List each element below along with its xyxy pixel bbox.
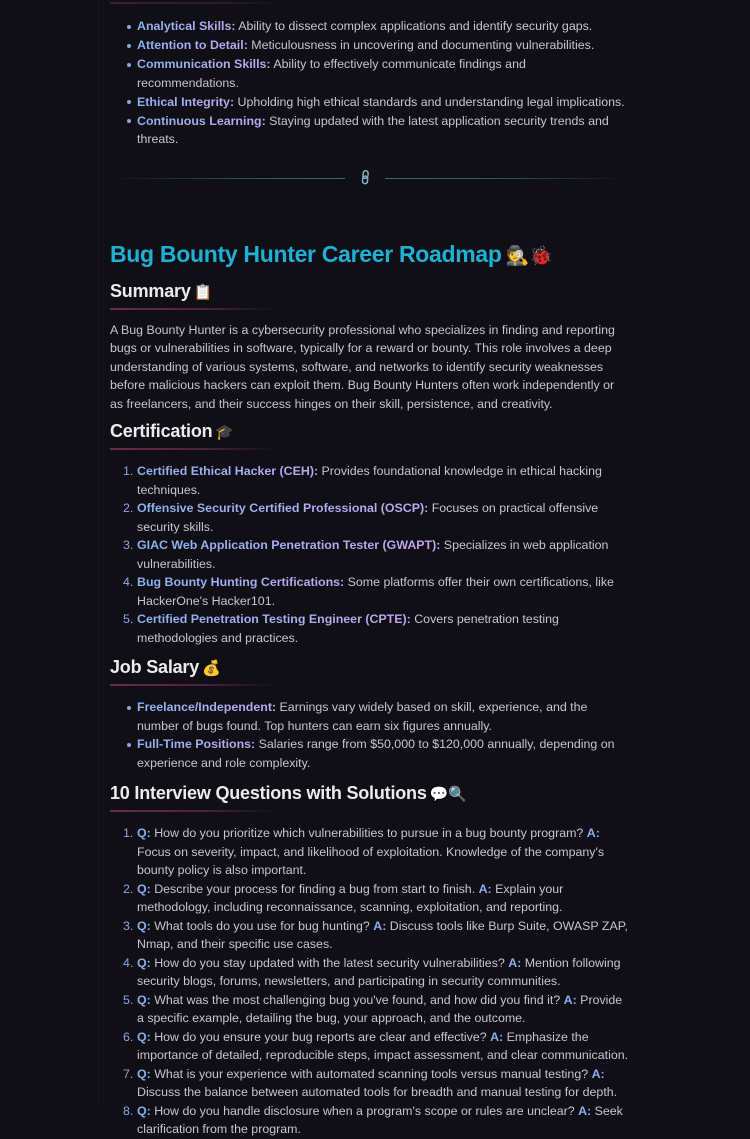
heading-underline xyxy=(110,2,280,4)
answer-text: Seek clarification from the program. xyxy=(137,1103,623,1136)
list-item xyxy=(110,735,630,772)
content-border xyxy=(98,0,99,1106)
item-number: 3. xyxy=(123,918,134,933)
question-label: Q: xyxy=(137,1103,151,1118)
item-number: 1. xyxy=(123,826,134,840)
item-text: Specializes in web application vulnerabilities. xyxy=(137,538,609,571)
question-text: How do you prioritize which vulnerabilities to pursue in a bug bounty program? xyxy=(150,826,587,840)
question-label: Q: xyxy=(137,826,151,840)
answer-label: A: xyxy=(373,918,387,933)
list-item xyxy=(110,991,630,1028)
interview-heading xyxy=(110,783,467,804)
question-label: Q: xyxy=(137,1066,151,1081)
answer-text: Emphasize the importance of detailed, reproducible steps, impact assessment, and clear communication. xyxy=(137,1029,629,1062)
item-label: Communication Skills: xyxy=(137,57,271,71)
item-number: 2. xyxy=(123,501,134,515)
answer-label: A: xyxy=(478,881,492,896)
question-label: Q: xyxy=(137,955,151,970)
item-number: 8. xyxy=(123,1103,134,1118)
question-label: Q: xyxy=(137,918,151,933)
question-text: Describe your process for finding a bug from start to finish. xyxy=(150,881,479,896)
answer-text: Provide a specific example, detailing the bug, your approach, and the outcome. xyxy=(137,992,623,1025)
item-label: Freelance/Independent: xyxy=(137,700,277,714)
list-item xyxy=(110,917,630,954)
item-label: GIAC Web Application Penetration Tester (GWAPT): xyxy=(137,538,441,552)
answer-label: A: xyxy=(563,992,577,1007)
item-text: Ability to effectively communicate findings and recommendations. xyxy=(137,57,526,90)
question-label: Q: xyxy=(137,1029,151,1044)
item-text: Staying updated with the latest application security trends and threats. xyxy=(137,113,609,146)
list-item xyxy=(110,824,630,880)
list-item xyxy=(110,462,630,499)
detective-bug-icon: 🕵️🐞 xyxy=(505,246,553,267)
list-item xyxy=(110,536,630,573)
list-item xyxy=(110,954,630,991)
answer-label: A: xyxy=(586,826,600,840)
graduation-cap-icon: 🎓 xyxy=(215,424,234,441)
item-label: Ethical Integrity: xyxy=(137,94,235,109)
salary-heading-text: Job Salary xyxy=(110,657,200,677)
answer-text: Explain your methodology, including reconnaissance, scanning, exploitation, and reporting. xyxy=(137,881,564,914)
answer-label: A: xyxy=(508,955,522,970)
list-item xyxy=(110,55,630,92)
summary-text: A Bug Bounty Hunter is a cybersecurity professional who specializes in finding and reporting bugs or vulnerabilities in software, typically for a reward or bounty. This role involves a deep understanding of various systems, software, and networks to identify security weaknesses before malicious hackers can exploit them. Bug Bounty Hunters often work independently or as freelancers, and their success hinges on their skill, persistence, and creativity. xyxy=(110,323,615,411)
answer-text: Discuss tools like Burp Suite, OWASP ZAP, Nmap, and their specific use cases. xyxy=(137,918,628,951)
item-label: Certified Ethical Hacker (CEH): xyxy=(137,464,319,478)
question-text: What tools do you use for bug hunting? xyxy=(150,918,374,933)
item-label: Offensive Security Certified Professional (OSCP): xyxy=(137,501,429,515)
item-number: 4. xyxy=(123,955,134,970)
item-label: Certified Penetration Testing Engineer (CPTE): xyxy=(137,612,411,626)
item-number: 5. xyxy=(123,612,134,626)
list-item xyxy=(110,880,630,917)
item-text: Covers penetration testing methodologies and practices. xyxy=(137,612,559,645)
answer-text: Mention following security blogs, forums, newsletters, and participating in security communities. xyxy=(137,955,621,988)
speech-magnifier-icon: 💬🔍 xyxy=(429,786,467,803)
question-text: How do you stay updated with the latest security vulnerabilities? xyxy=(150,955,509,970)
interview-list xyxy=(110,824,630,1139)
answer-label: A: xyxy=(490,1029,504,1044)
list-item xyxy=(110,93,630,112)
section-divider xyxy=(110,168,625,187)
link-icon: 🔗 xyxy=(357,168,376,187)
page-title-text: Bug Bounty Hunter Career Roadmap xyxy=(110,241,502,267)
item-number: 4. xyxy=(123,575,134,589)
salary-list xyxy=(110,698,630,772)
question-label: Q: xyxy=(137,992,151,1007)
item-number: 3. xyxy=(123,538,134,552)
heading-underline xyxy=(110,448,275,450)
divider-line-left xyxy=(110,178,345,179)
divider-line-right xyxy=(385,178,625,179)
question-text: How do you handle disclosure when a program's scope or rules are unclear? xyxy=(150,1103,579,1118)
interview-heading-text: 10 Interview Questions with Solutions xyxy=(110,783,427,803)
summary-heading-text: Summary xyxy=(110,281,191,301)
item-number: 7. xyxy=(123,1066,134,1081)
answer-text: Discuss the balance between automated tools for breadth and manual testing for depth. xyxy=(137,1085,618,1099)
item-number: 2. xyxy=(123,881,134,896)
heading-underline xyxy=(110,308,275,310)
list-item xyxy=(110,1102,630,1139)
item-number: 5. xyxy=(123,992,134,1007)
question-label: Q: xyxy=(137,881,151,896)
skills-list xyxy=(110,17,630,149)
heading-underline xyxy=(110,810,275,812)
certification-list xyxy=(110,462,630,647)
item-label: Bug Bounty Hunting Certifications: xyxy=(137,575,345,589)
list-item xyxy=(110,1028,630,1065)
page-title xyxy=(110,241,552,268)
item-text: Upholding high ethical standards and understanding legal implications. xyxy=(234,94,625,109)
list-item xyxy=(110,112,630,149)
item-text: Meticulousness in uncovering and documenting vulnerabilities. xyxy=(247,38,595,52)
item-label: Analytical Skills: xyxy=(137,19,236,33)
list-item xyxy=(110,17,630,36)
summary-heading xyxy=(110,281,212,302)
question-text: What was the most challenging bug you've found, and how did you find it? xyxy=(150,992,564,1007)
list-item xyxy=(110,698,630,735)
salary-heading xyxy=(110,657,221,678)
item-text: Focuses on practical offensive security skills. xyxy=(137,501,599,534)
item-number: 1. xyxy=(123,464,134,478)
item-label: Continuous Learning: xyxy=(137,113,266,128)
item-text: Some platforms offer their own certifications, like HackerOne's Hacker101. xyxy=(137,575,614,608)
money-bag-icon: 💰 xyxy=(202,660,221,677)
item-text: Ability to dissect complex applications and identify security gaps. xyxy=(235,19,593,33)
item-label: Attention to Detail: xyxy=(137,38,248,52)
list-item xyxy=(110,36,630,55)
certification-heading-text: Certification xyxy=(110,421,213,441)
answer-text: Focus on severity, impact, and likelihood of exploitation. Knowledge of the company's bounty policy is also important. xyxy=(137,844,605,877)
list-item xyxy=(110,1065,630,1102)
question-text: How do you ensure your bug reports are clear and effective? xyxy=(150,1029,491,1044)
question-text: What is your experience with automated scanning tools versus manual testing? xyxy=(150,1066,592,1081)
item-text: Earnings vary widely based on skill, experience, and the number of bugs found. Top hunters can earn six figures annually. xyxy=(137,700,588,733)
answer-label: A: xyxy=(578,1103,592,1118)
item-text: Provides foundational knowledge in ethical hacking techniques. xyxy=(137,464,602,497)
item-label: Full-Time Positions: xyxy=(137,737,256,751)
list-item xyxy=(110,499,630,536)
certification-heading xyxy=(110,421,234,442)
heading-underline xyxy=(110,684,275,686)
list-item xyxy=(110,610,630,647)
clipboard-icon: 📋 xyxy=(193,284,213,301)
list-item xyxy=(110,573,630,610)
answer-label: A: xyxy=(591,1066,605,1081)
item-number: 6. xyxy=(123,1029,134,1044)
item-text: Salaries range from $50,000 to $120,000 annually, depending on experience and role complexity. xyxy=(137,737,615,770)
